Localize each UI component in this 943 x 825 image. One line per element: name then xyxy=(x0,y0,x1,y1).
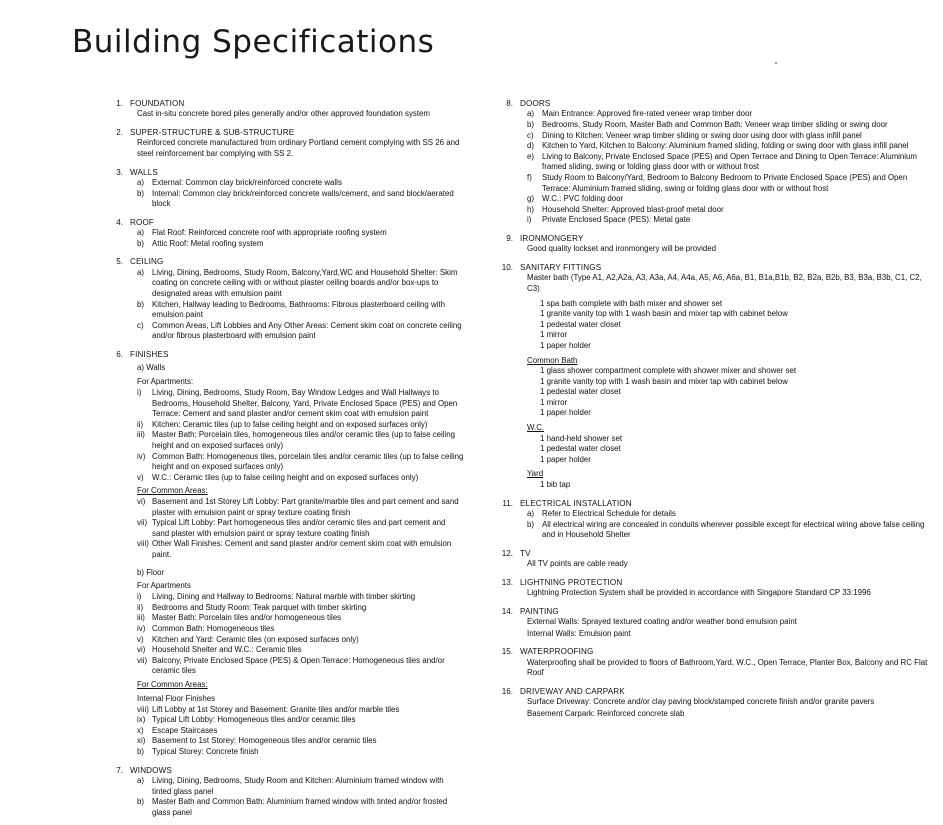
list-item xyxy=(137,518,464,539)
spec-section xyxy=(498,233,933,255)
list-item-marker: vii) xyxy=(137,655,148,665)
list-item-text: All electrical wiring are concealed in conduits wherever possible except for electrical wiring above false ceiling and in Household Shelter xyxy=(542,519,925,540)
list-item-marker: a) xyxy=(137,267,145,277)
section-number: 14. xyxy=(501,606,513,616)
section-title: PAINTING xyxy=(520,606,559,616)
list-item xyxy=(527,215,933,226)
list-item xyxy=(137,268,464,300)
section-body xyxy=(137,138,464,159)
list-item-text: Living, Dining, Bedrooms, Study Room and Kitchen: Aluminium framed window with tinted glass panel xyxy=(152,775,444,796)
section-body xyxy=(527,617,933,639)
section-title: DRIVEWAY AND CARPARK xyxy=(520,687,625,696)
section-number: 15. xyxy=(501,647,513,657)
section-paragraph: Reinforced concrete manufactured from ordinary Portland cement complying with SS 26 and steel reinforcement bar complying with SS 2. xyxy=(137,138,460,158)
list-item-text: External: Common clay brick/reinforced concrete walls xyxy=(152,178,342,187)
list-item xyxy=(527,152,933,173)
fittings-line: 1 paper holder xyxy=(540,454,591,464)
spec-section xyxy=(498,606,933,640)
list-item-text: Bedrooms, Study Room, Master Bath and Common Bath: Veneer wrap timber sliding or swing door xyxy=(542,120,888,129)
section-body xyxy=(137,109,464,120)
list-item xyxy=(137,776,464,797)
list-item-text: Other Wall Finishes: Cement and sand plaster and/or cement skim coat with emulsion paint. xyxy=(152,539,452,560)
sub-heading: For Common Areas: xyxy=(137,679,208,689)
list-item xyxy=(137,178,464,189)
list-item-marker: i) xyxy=(137,387,142,397)
list-item-marker: v) xyxy=(137,472,144,482)
section-title: WINDOWS xyxy=(130,765,172,775)
fittings-line: 1 glass shower compartment complete with shower mixer and shower set xyxy=(540,366,797,376)
section-title: FINISHES xyxy=(130,349,169,359)
left-column xyxy=(0,98,470,825)
list-item-marker: vii) xyxy=(137,518,148,528)
page-mark xyxy=(775,62,777,64)
list-item-text: Kitchen, Hallway leading to Bedrooms, Bathrooms: Fibrous plasterboard ceiling with emulsion paint xyxy=(152,299,445,320)
list-item-marker: f) xyxy=(527,172,532,182)
list-item xyxy=(137,635,464,646)
list-item-marker: d) xyxy=(527,141,535,151)
list-item-marker: b) xyxy=(137,299,145,309)
list-item-marker: ii) xyxy=(137,602,144,612)
section-paragraph: Basement Carpark: Reinforced concrete slab xyxy=(527,709,685,718)
list-item xyxy=(137,736,464,747)
list-item xyxy=(137,300,464,321)
section-number: 9. xyxy=(506,233,513,243)
section-heading xyxy=(498,548,933,559)
section-heading xyxy=(498,498,933,509)
fittings-line: 1 spa bath complete with bath mixer and shower set xyxy=(540,298,723,308)
section-paragraph: Cast in-situ concrete bored piles generally and/or other approved foundation system xyxy=(137,109,430,119)
list-item xyxy=(527,205,933,216)
list-item-marker: vi) xyxy=(137,645,146,655)
list-item-text: Dining to Kitchen: Veneer wrap timber sliding or swing door using door with glass infill panel xyxy=(542,130,862,140)
list-item-marker: viii) xyxy=(137,539,149,549)
list-item-marker: a) xyxy=(527,509,535,519)
section-body xyxy=(137,776,464,818)
fittings-group-title: Yard xyxy=(527,469,544,479)
section-number: 13. xyxy=(501,577,513,587)
spec-section xyxy=(498,498,933,541)
section-heading xyxy=(108,167,464,178)
spec-section xyxy=(108,765,464,819)
list-item-marker: i) xyxy=(137,592,142,602)
section-title: DOORS xyxy=(520,99,551,108)
spec-section xyxy=(108,167,464,210)
fittings-group xyxy=(527,299,933,352)
spec-section xyxy=(108,349,464,758)
section-body xyxy=(137,268,464,342)
section-body xyxy=(527,273,933,490)
spec-section xyxy=(498,686,933,720)
section-title: SUPER-STRUCTURE & SUB-STRUCTURE xyxy=(130,128,295,137)
list-item-text: Internal: Common clay brick/reinforced concrete walls/cement, and sand block/aerated block xyxy=(152,188,454,209)
list-item-text: Kitchen and Yard: Ceramic tiles (on exposed surfaces only) xyxy=(152,634,359,644)
sub-heading: b) Floor xyxy=(137,567,165,577)
section-heading xyxy=(108,765,464,776)
fittings-group-title: W.C. xyxy=(527,423,545,433)
section-paragraph: All TV points are cable ready xyxy=(527,559,628,569)
list-item-text: Escape Staircases xyxy=(152,725,218,735)
fittings-line: 1 bib tap xyxy=(540,480,571,490)
section-title: WALLS xyxy=(130,167,158,177)
list-item-marker: b) xyxy=(527,120,535,129)
sub-heading: a) Walls xyxy=(137,363,166,373)
section-heading xyxy=(108,349,464,360)
list-item-marker: a) xyxy=(137,228,145,238)
list-item xyxy=(137,624,464,635)
spec-section xyxy=(498,98,933,226)
list-item xyxy=(137,388,464,420)
list-item-text: Master Bath: Porcelain tiles and/or homogeneous tiles xyxy=(152,613,342,623)
section-number: 16. xyxy=(501,687,513,696)
spec-section xyxy=(498,548,933,570)
fittings-line: 1 paper holder xyxy=(540,340,591,350)
list-item-text: Common Bath: Homogeneous tiles, porcelain tiles and/or ceramic tiles (up to false ceiling height and on exposed surfaces only) xyxy=(152,451,464,472)
spec-section xyxy=(108,256,464,342)
section-paragraph: Master bath (Type A1, A2,A2a, A3, A3a, A4, A4a, A5, A6, A6a, B1, B1a,B1b, B2, B2a, B2b, B3, B3a, B3b, C1, C2, C3) xyxy=(527,273,922,293)
list-item-text: Kitchen to Yard, Kitchen to Balcony: Aluminium framed sliding, folding or swing door with glass infill panel xyxy=(542,141,909,151)
list-item xyxy=(527,520,933,541)
list-item-marker: iii) xyxy=(137,613,145,623)
specs-columns xyxy=(0,98,943,825)
list-item-text: Attic Roof: Metal roofing system xyxy=(152,238,264,248)
section-heading xyxy=(498,262,933,273)
list-item xyxy=(137,497,464,518)
list-item-text: Bedrooms and Study Room: Teak parquet with timber skirting xyxy=(152,602,367,612)
right-column xyxy=(470,98,943,825)
spec-section xyxy=(498,262,933,491)
list-item-text: Balcony, Private Enclosed Space (PES) & Open Terrace: Homogeneous tiles and/or ceramic tiles xyxy=(152,655,445,676)
list-item-marker: xi) xyxy=(137,736,146,746)
list-item xyxy=(137,473,464,484)
section-number: 12. xyxy=(501,548,513,558)
list-item-text: Household Shelter and W.C.: Ceramic tiles xyxy=(152,645,302,655)
list-item-marker: vi) xyxy=(137,497,146,507)
list-item-marker: ix) xyxy=(137,715,146,725)
section-title: ROOF xyxy=(130,217,154,227)
list-item-marker: iv) xyxy=(137,451,146,461)
list-item xyxy=(137,420,464,431)
list-item-marker: c) xyxy=(527,130,534,140)
sub-heading: For Apartments: xyxy=(137,377,194,387)
fittings-line: 1 pedestal water closet xyxy=(540,444,621,454)
section-body xyxy=(527,658,933,679)
list-item xyxy=(137,189,464,210)
section-body xyxy=(527,244,933,255)
fittings-group xyxy=(527,356,933,420)
list-item-text: Typical Storey: Concrete finish xyxy=(152,746,259,756)
page-title: Building Specifications xyxy=(72,24,435,60)
list-item xyxy=(527,109,933,120)
list-item xyxy=(137,430,464,451)
section-heading xyxy=(498,606,933,617)
section-body xyxy=(137,228,464,249)
list-item-text: Master Bath and Common Bath: Aluminium framed window with tinted and/or frosted glass panel xyxy=(152,797,448,817)
list-item-text: Living, Dining, Bedrooms, Study Room, Balcony,Yard,WC and Household Shelter: Skim coating on concrete ceiling with or without plaster ceiling boards and/or box-ups to designated areas with emulsion paint xyxy=(152,267,458,298)
section-number: 4. xyxy=(116,217,123,227)
list-item xyxy=(527,131,933,142)
section-number: 6. xyxy=(116,349,123,359)
spec-section xyxy=(498,646,933,679)
fittings-line: 1 mirror xyxy=(540,330,568,340)
section-body xyxy=(527,509,933,541)
list-item-text: Common Bath: Homogeneous tiles xyxy=(152,624,275,634)
list-item-marker: b) xyxy=(137,188,145,198)
section-heading xyxy=(498,98,933,109)
fittings-line: 1 mirror xyxy=(540,397,568,407)
section-number: 10. xyxy=(501,262,513,272)
list-item-text: Household Shelter: Approved blast-proof metal door xyxy=(542,204,724,214)
list-item-text: Private Enclosed Space (PES): Metal gate xyxy=(542,215,691,225)
spacer xyxy=(137,561,464,565)
section-number: 1. xyxy=(116,99,123,108)
spec-section xyxy=(108,98,464,120)
section-title: SANITARY FITTINGS xyxy=(520,262,602,272)
list-item xyxy=(527,509,933,520)
section-heading xyxy=(498,577,933,588)
section-title: TV xyxy=(520,548,531,558)
section-heading xyxy=(108,256,464,267)
list-item xyxy=(527,194,933,205)
list-item xyxy=(137,726,464,737)
fittings-line: 1 paper holder xyxy=(540,408,591,418)
section-body xyxy=(527,559,933,570)
section-heading xyxy=(108,217,464,228)
section-heading xyxy=(108,127,464,138)
section-number: 5. xyxy=(116,257,123,267)
list-item-marker: a) xyxy=(137,775,145,785)
section-number: 7. xyxy=(116,765,123,775)
section-heading xyxy=(108,98,464,109)
section-heading xyxy=(498,686,933,697)
list-item-marker: h) xyxy=(527,204,535,214)
fittings-line: 1 pedestal water closet xyxy=(540,387,621,397)
list-item xyxy=(137,645,464,656)
list-item-text: Living, Dining and Hallway to Bedrooms: Natural marble with timber skirting xyxy=(152,592,416,602)
list-item xyxy=(137,797,464,818)
section-paragraph: Surface Driveway: Concrete and/or clay paving block/stamped concrete finish and/or granite pavers xyxy=(527,697,875,707)
fittings-line: 1 granite vanity top with 1 wash basin and mixer tap with cabinet below xyxy=(540,309,788,319)
section-body xyxy=(527,588,933,599)
list-item-text: Living to Balcony, Private Enclosed Space (PES) and Open Terrace and Dining to Open Terrace: Aluminium framed sliding, swing or folding glass door with or without frost xyxy=(542,151,918,172)
list-item-text: Main Entrance: Approved fire-rated veneer wrap timber door xyxy=(542,109,753,119)
list-item xyxy=(137,613,464,624)
list-item-marker: v) xyxy=(137,634,144,644)
section-body xyxy=(137,178,464,210)
list-item-text: Flat Roof: Reinforced concrete roof with appropriate roofing system xyxy=(152,228,387,238)
section-paragraph: Lightning Protection System shall be provided in accordance with Singapore Standard CP 33:1996 xyxy=(527,588,871,598)
section-number: 3. xyxy=(116,167,123,177)
fittings-group-title: Common Bath xyxy=(527,355,578,365)
list-item xyxy=(137,705,464,716)
list-item xyxy=(137,539,464,560)
section-title: CEILING xyxy=(130,257,164,267)
list-item xyxy=(137,747,464,758)
list-item-text: Typical Lift Lobby: Homogeneous tiles and/or ceramic tiles xyxy=(152,715,356,725)
fittings-group xyxy=(527,469,933,490)
list-item-marker: c) xyxy=(137,320,144,330)
list-item-marker: a) xyxy=(527,109,535,119)
list-item-text: Study Room to Balcony/Yard, Bedroom to Balcony Bedroom to Private Enclosed Space (PES) and Open Terrace: Aluminium framed sliding, swing or folding glass door with or without frost xyxy=(542,172,908,193)
section-body xyxy=(137,363,464,757)
list-item xyxy=(137,452,464,473)
section-title: LIGHTNING PROTECTION xyxy=(520,577,623,587)
list-item-marker: ii) xyxy=(137,419,144,429)
list-item xyxy=(137,656,464,677)
fittings-line: 1 granite vanity top with 1 wash basin and mixer tap with cabinet below xyxy=(540,376,788,386)
list-item xyxy=(137,592,464,603)
list-item-text: Typical Lift Lobby: Part homogeneous tiles and/or ceramic tiles and part cement and sand plaster with emulsion paint or spray texture coating finish xyxy=(152,518,446,538)
fittings-line: 1 hand-held shower set xyxy=(540,433,623,443)
list-item xyxy=(137,603,464,614)
list-item-text: W.C.: Ceramic tiles (up to false ceiling height and on exposed surfaces only) xyxy=(152,472,419,482)
section-number: 11. xyxy=(502,498,513,508)
spec-section xyxy=(498,577,933,599)
list-item-text: Living, Dining, Bedrooms, Study Room, Bay Window Ledges and Wall Hallways to Bedrooms, Household Shelter, Balcony, Yard, Private Enclosed Space (PES) and Open Terrace: Cement and sand plaster and/or cement skim coat with emulsion paint xyxy=(152,387,458,419)
list-item xyxy=(527,141,933,152)
section-title: IRONMONGERY xyxy=(520,233,584,243)
section-body xyxy=(527,109,933,226)
sub-heading: For Common Areas: xyxy=(137,486,208,496)
list-item-marker: iii) xyxy=(137,430,145,440)
list-item-text: Common Areas, Lift Lobbies and Any Other Areas: Cement skim coat on concrete ceiling and/or fibrous plasterboard with emulsion paint xyxy=(152,320,462,341)
list-item xyxy=(137,239,464,250)
section-heading xyxy=(498,233,933,244)
fittings-group xyxy=(527,423,933,465)
spec-section xyxy=(108,127,464,160)
list-item-text: Basement and 1st Storey Lift Lobby: Part granite/marble tiles and part cement and sand plaster with emulsion paint or spray texture coating finish xyxy=(152,497,459,517)
list-item-text: Basement to 1st Storey: Homogeneous tiles and/or ceramic tiles xyxy=(152,736,377,746)
list-item-marker: b) xyxy=(137,746,145,756)
list-item-text: Master Bath: Porcelain tiles, homogeneous tiles and/or ceramic tiles (up to false ceiling height and on exposed surfaces only) xyxy=(152,430,456,450)
list-item-marker: iv) xyxy=(137,624,146,634)
list-item-marker: i) xyxy=(527,215,532,225)
spec-section xyxy=(108,217,464,250)
list-item-marker: b) xyxy=(137,238,145,248)
section-paragraph: Good quality lockset and ironmongery will be provided xyxy=(527,244,717,254)
fittings-line: 1 pedestal water closet xyxy=(540,319,621,329)
list-item xyxy=(527,120,933,131)
section-number: 8. xyxy=(506,99,513,108)
section-paragraph: Waterproofing shall be provided to floors of Bathroom,Yard, W.C., Open Terrace, Planter Box, Balcony and RC Flat Roof xyxy=(527,657,928,678)
list-item-marker: b) xyxy=(137,797,145,807)
section-title: FOUNDATION xyxy=(130,99,185,108)
section-heading xyxy=(498,646,933,657)
list-item-text: Lift Lobby at 1st Storey and Basement: Granite tiles and/or marble tiles xyxy=(152,704,400,714)
list-item xyxy=(137,228,464,239)
section-paragraph: External Walls: Sprayed textured coating and/or weather bond emulsion paint xyxy=(527,617,797,627)
list-item-marker: a) xyxy=(137,178,145,187)
list-item-marker: e) xyxy=(527,151,535,161)
list-item xyxy=(137,321,464,342)
list-item-text: Kitchen: Ceramic tiles (up to false ceiling height and on exposed surfaces only) xyxy=(152,419,428,429)
list-item-text: W.C.: PVC folding door xyxy=(542,194,624,204)
section-body xyxy=(527,697,933,719)
list-item-marker: viii) xyxy=(137,704,149,714)
sub-heading: For Apartments xyxy=(137,581,191,591)
section-title: ELECTRICAL INSTALLATION xyxy=(520,498,632,508)
list-item-marker: b) xyxy=(527,519,535,529)
sub-heading: Internal Floor Finishes xyxy=(137,693,216,703)
list-item-text: Refer to Electrical Schedule for details xyxy=(542,509,676,519)
section-paragraph: Internal Walls: Emulsion paint xyxy=(527,628,631,638)
section-title: WATERPROOFING xyxy=(520,647,594,657)
section-number: 2. xyxy=(116,128,123,137)
list-item-marker: x) xyxy=(137,725,144,735)
list-item-marker: g) xyxy=(527,194,535,204)
list-item xyxy=(527,173,933,194)
